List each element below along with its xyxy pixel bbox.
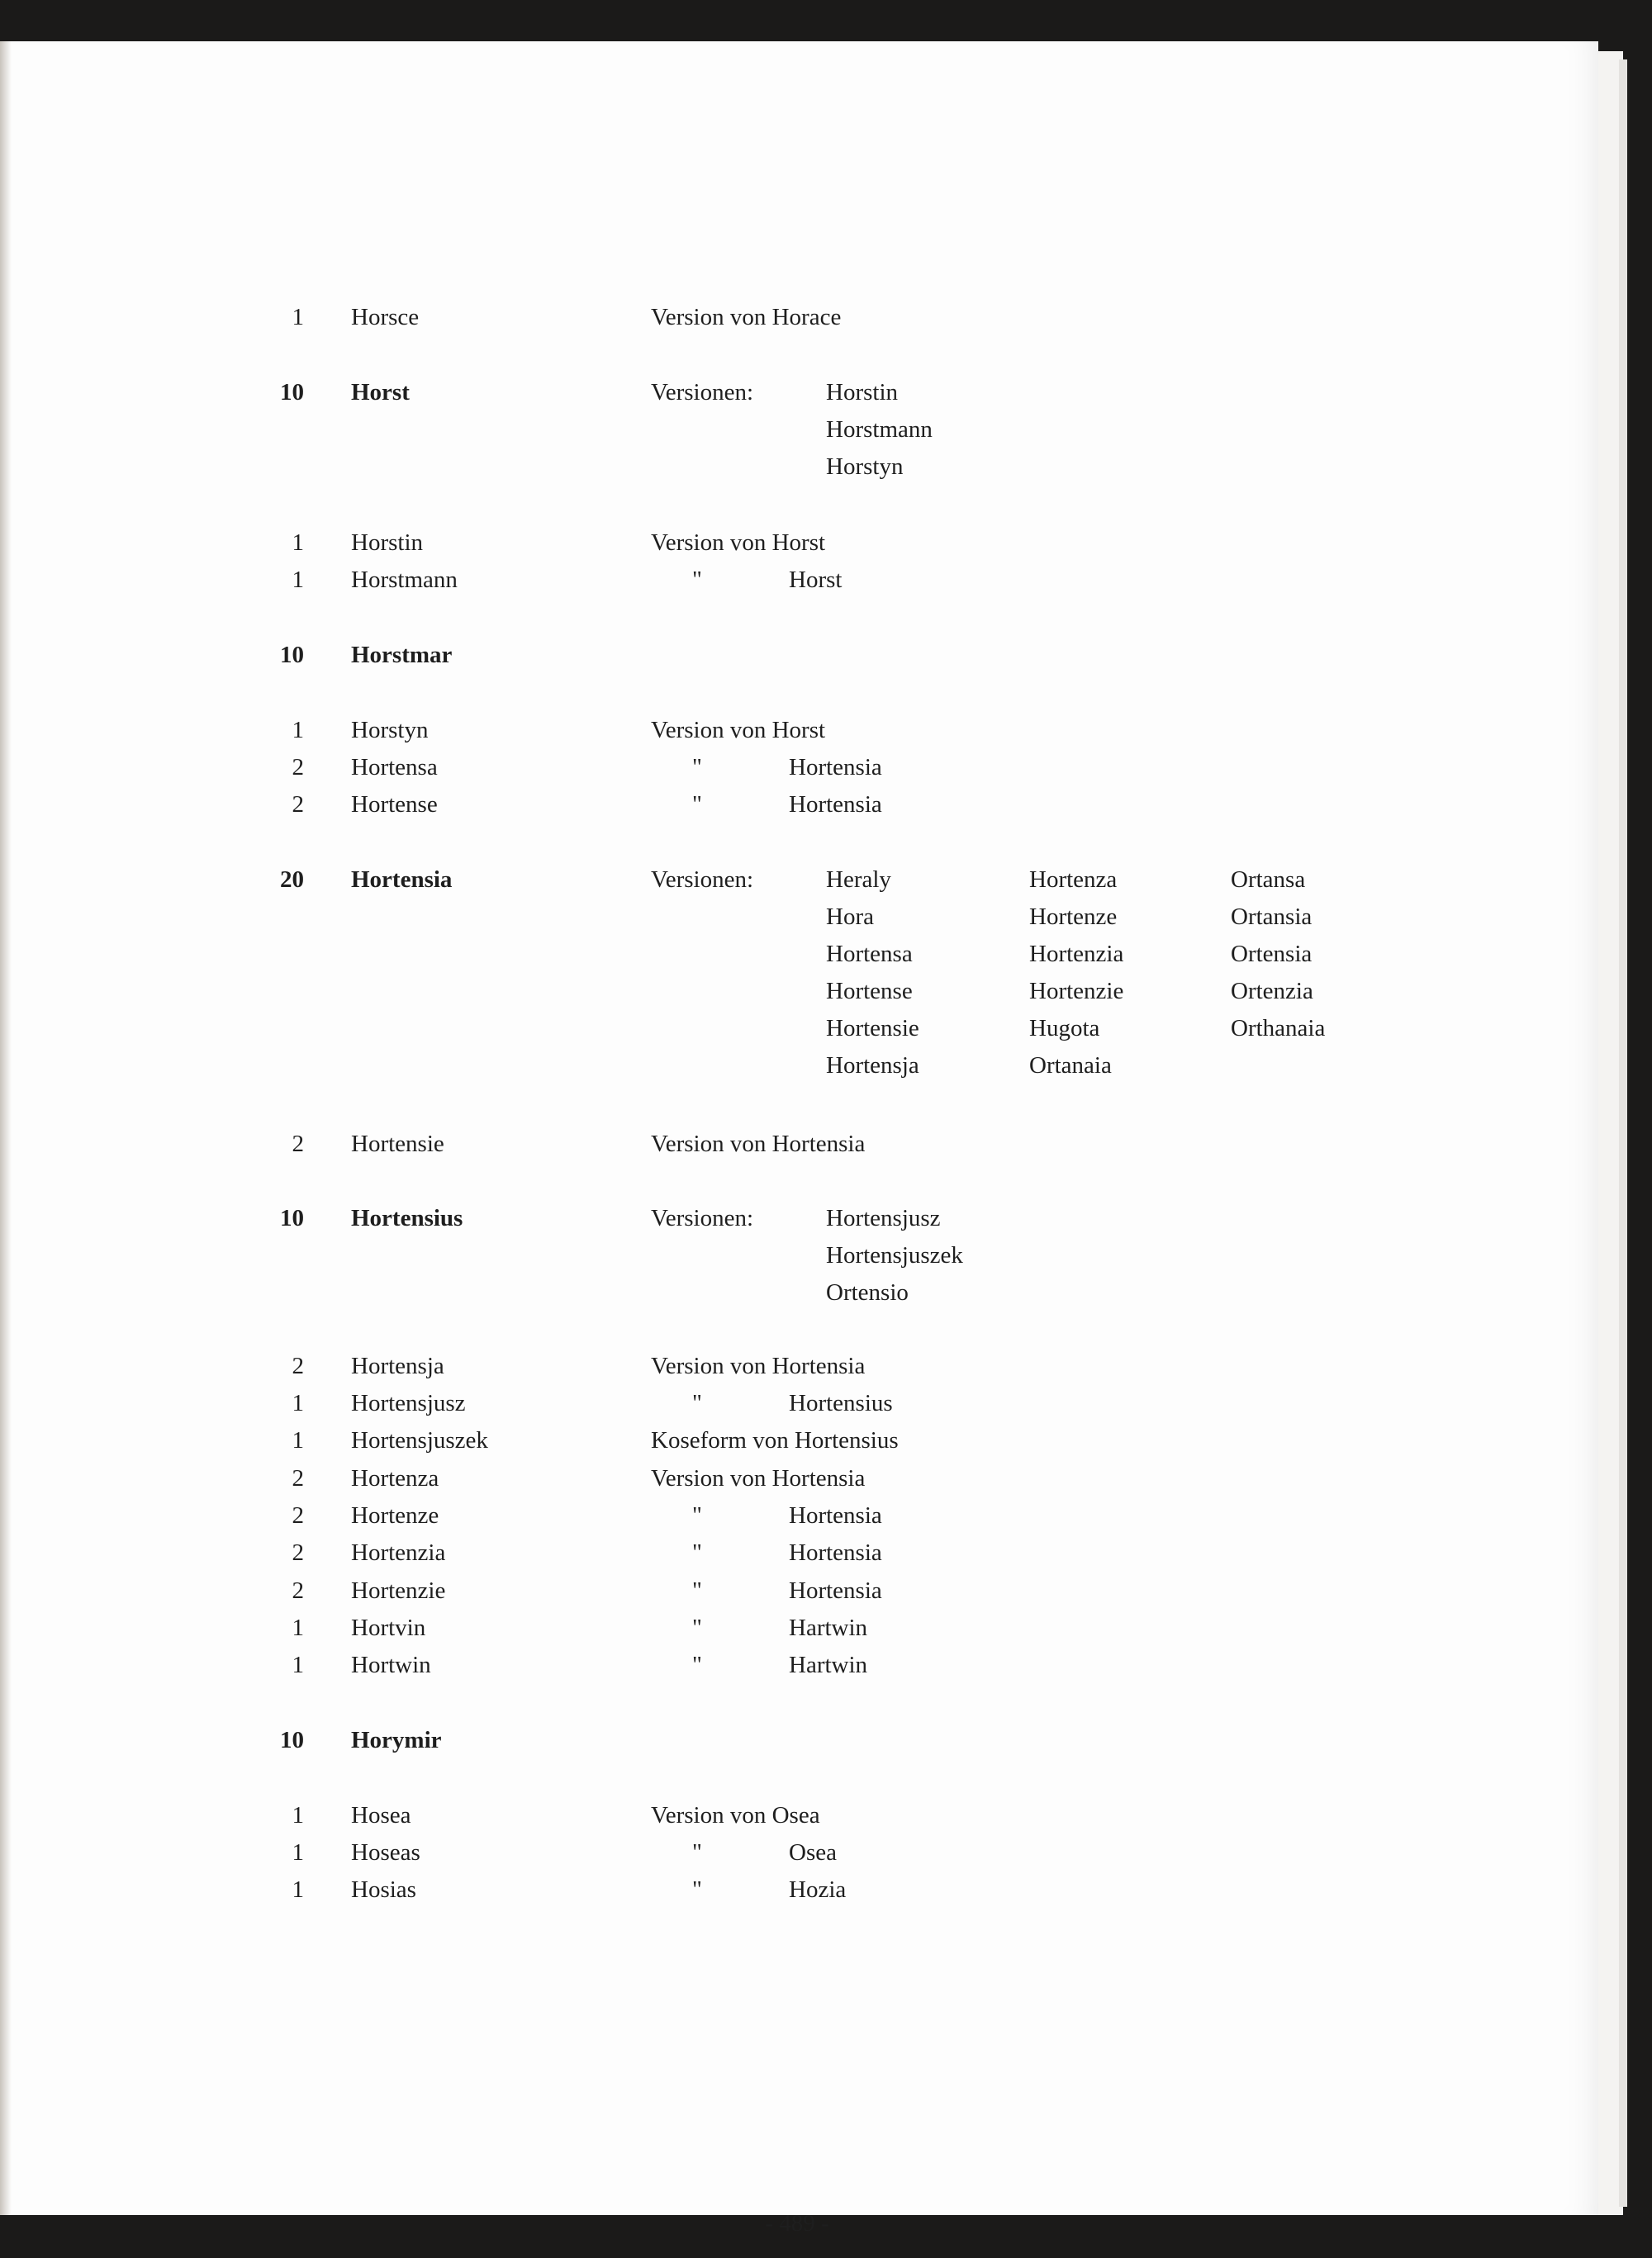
- entry-relation: ": [692, 1539, 702, 1566]
- entry-variant: Hugota: [1029, 1015, 1100, 1041]
- entry-variant: Ortanaia: [1029, 1052, 1112, 1079]
- entry-count: 1: [292, 1876, 304, 1903]
- entry-variant: Hortensjusz: [826, 1205, 941, 1231]
- entry-variant: Hortensa: [826, 941, 913, 967]
- entry-variant: Osea: [789, 1839, 837, 1866]
- entry-count: 1: [292, 1802, 304, 1829]
- entry-variant: Horstmann: [826, 416, 933, 443]
- entry-count: 10: [280, 1727, 304, 1753]
- entry-relation: Version von Horace: [651, 304, 842, 330]
- entry-count: 2: [292, 791, 304, 818]
- entry-variant-list: [789, 1871, 846, 1909]
- entry-relation: ": [692, 1502, 702, 1529]
- entry-name: Hortensa: [351, 754, 438, 780]
- entry-variant: Hortensius: [789, 1390, 893, 1416]
- entry-name: Hortensia: [351, 866, 453, 893]
- entry-variant: Hora: [826, 904, 874, 930]
- entry-variant-list: [789, 1647, 867, 1684]
- entry-count: 10: [280, 379, 304, 406]
- entry-variant-list: [789, 1497, 882, 1535]
- entry-relation: ": [692, 1652, 702, 1678]
- entry-variant-list: [1029, 861, 1123, 1084]
- entry-variant-list: [789, 749, 882, 786]
- entry-variant: Hortensie: [826, 1015, 919, 1041]
- entry-variant: Hortense: [826, 978, 913, 1004]
- entry-count: 2: [292, 1353, 304, 1379]
- entry-count: 1: [292, 1390, 304, 1416]
- entry-count: 1: [292, 529, 304, 556]
- entry-variant: Heraly: [826, 866, 891, 893]
- entry-relation: ": [692, 1390, 702, 1416]
- entry-name: Hortensjuszek: [351, 1427, 488, 1454]
- entry-variant-list: [789, 1535, 882, 1572]
- entry-variant-list: [789, 1610, 867, 1647]
- entry-count: 2: [292, 1502, 304, 1529]
- entry-name: Horstmar: [351, 642, 453, 668]
- entry-variant: Hortensia: [789, 754, 882, 780]
- entry-relation: Version von Hortensia: [651, 1353, 866, 1379]
- entry-variant-list: [826, 1200, 963, 1312]
- entry-count: 2: [292, 1465, 304, 1492]
- entry-variant-list: [826, 374, 933, 486]
- entry-variant: Hortensia: [789, 1577, 882, 1604]
- entry-variant: Hortenzia: [1029, 941, 1124, 967]
- entry-relation: Versionen:: [651, 1205, 754, 1231]
- page-gutter: [0, 41, 12, 2215]
- entry-name: Hortenze: [351, 1502, 439, 1529]
- entry-relation: ": [692, 791, 702, 818]
- entry-variant: Hortensja: [826, 1052, 919, 1079]
- entry-name: Hortenzia: [351, 1539, 446, 1566]
- entry-count: 1: [292, 1839, 304, 1866]
- entry-name: Hortensius: [351, 1205, 463, 1231]
- entry-relation: ": [692, 1615, 702, 1641]
- entry-variant: Hortensia: [789, 1539, 882, 1566]
- entry-relation: Versionen:: [651, 379, 754, 406]
- entry-relation: Koseform von Hortensius: [651, 1427, 899, 1454]
- entry-name: Hortense: [351, 791, 438, 818]
- entry-variant-list: [789, 562, 842, 599]
- entry-count: 1: [292, 717, 304, 743]
- entry-count: 2: [292, 754, 304, 780]
- entry-count: 20: [280, 866, 304, 893]
- entry-variant: Hartwin: [789, 1615, 868, 1641]
- entry-relation: Version von Hortensia: [651, 1465, 866, 1492]
- entry-variant-list: [789, 786, 882, 823]
- entry-name: Hortensjusz: [351, 1390, 466, 1416]
- entry-relation: Version von Hortensia: [651, 1131, 866, 1157]
- entry-name: Hosias: [351, 1876, 416, 1903]
- entry-relation: ": [692, 567, 702, 593]
- entry-count: 1: [292, 1652, 304, 1678]
- entry-relation: ": [692, 1839, 702, 1866]
- entry-name: Hortvin: [351, 1615, 426, 1641]
- entry-name: Hortensie: [351, 1131, 444, 1157]
- entry-variant: Hortensjuszek: [826, 1242, 963, 1269]
- page-number: - 489 -: [765, 2210, 829, 2237]
- entry-variant: Ortansia: [1231, 904, 1313, 930]
- entry-name: Horsce: [351, 304, 420, 330]
- entry-name: Hoseas: [351, 1839, 420, 1866]
- entry-variant: Hortenze: [1029, 904, 1118, 930]
- entry-count: 1: [292, 567, 304, 593]
- entry-name: Hortenza: [351, 1465, 439, 1492]
- page-edge-stack: [1619, 59, 1627, 2207]
- entry-relation: ": [692, 1876, 702, 1903]
- entry-name: Horst: [351, 379, 410, 406]
- entry-name: Horymir: [351, 1727, 442, 1753]
- entry-variant-list: [789, 1385, 893, 1422]
- entry-variant: Hartwin: [789, 1652, 868, 1678]
- entry-name: Horstin: [351, 529, 423, 556]
- entry-variant: Hortenzie: [1029, 978, 1124, 1004]
- entry-variant: Hortensia: [789, 791, 882, 818]
- entry-variant-list: [826, 861, 919, 1084]
- entry-count: 1: [292, 1427, 304, 1454]
- entry-variant: Hortensia: [789, 1502, 882, 1529]
- entry-variant-list: [789, 1834, 837, 1871]
- entry-variant: Ortensia: [1231, 941, 1313, 967]
- entry-variant: Orthanaia: [1231, 1015, 1326, 1041]
- entry-name: Hortensja: [351, 1353, 444, 1379]
- entry-name: Hosea: [351, 1802, 411, 1829]
- entry-relation: Version von Horst: [651, 529, 826, 556]
- entry-variant: Ortenzia: [1231, 978, 1313, 1004]
- entry-name: Horstyn: [351, 717, 429, 743]
- entry-relation: Versionen:: [651, 866, 754, 893]
- entry-count: 2: [292, 1577, 304, 1604]
- entry-relation: ": [692, 1577, 702, 1604]
- entry-name: Hortwin: [351, 1652, 431, 1678]
- entry-count: 10: [280, 1205, 304, 1231]
- entry-name: Hortenzie: [351, 1577, 446, 1604]
- entry-relation: Version von Horst: [651, 717, 826, 743]
- entry-variant: Horst: [789, 567, 843, 593]
- entry-count: 1: [292, 304, 304, 330]
- entry-relation: ": [692, 754, 702, 780]
- entry-variant: Hortenza: [1029, 866, 1118, 893]
- entry-variant-list: [1231, 861, 1325, 1047]
- entry-variant: Horstyn: [826, 453, 904, 480]
- entry-variant: Ortansa: [1231, 866, 1306, 893]
- entry-variant-list: [789, 1573, 882, 1610]
- entry-relation: Version von Osea: [651, 1802, 820, 1829]
- entry-count: 10: [280, 642, 304, 668]
- entry-variant: Horstin: [826, 379, 898, 406]
- entry-variant: Hozia: [789, 1876, 847, 1903]
- entry-variant: Ortensio: [826, 1279, 909, 1306]
- entry-count: 2: [292, 1539, 304, 1566]
- entry-name: Horstmann: [351, 567, 458, 593]
- entry-count: 1: [292, 1615, 304, 1641]
- entry-count: 2: [292, 1131, 304, 1157]
